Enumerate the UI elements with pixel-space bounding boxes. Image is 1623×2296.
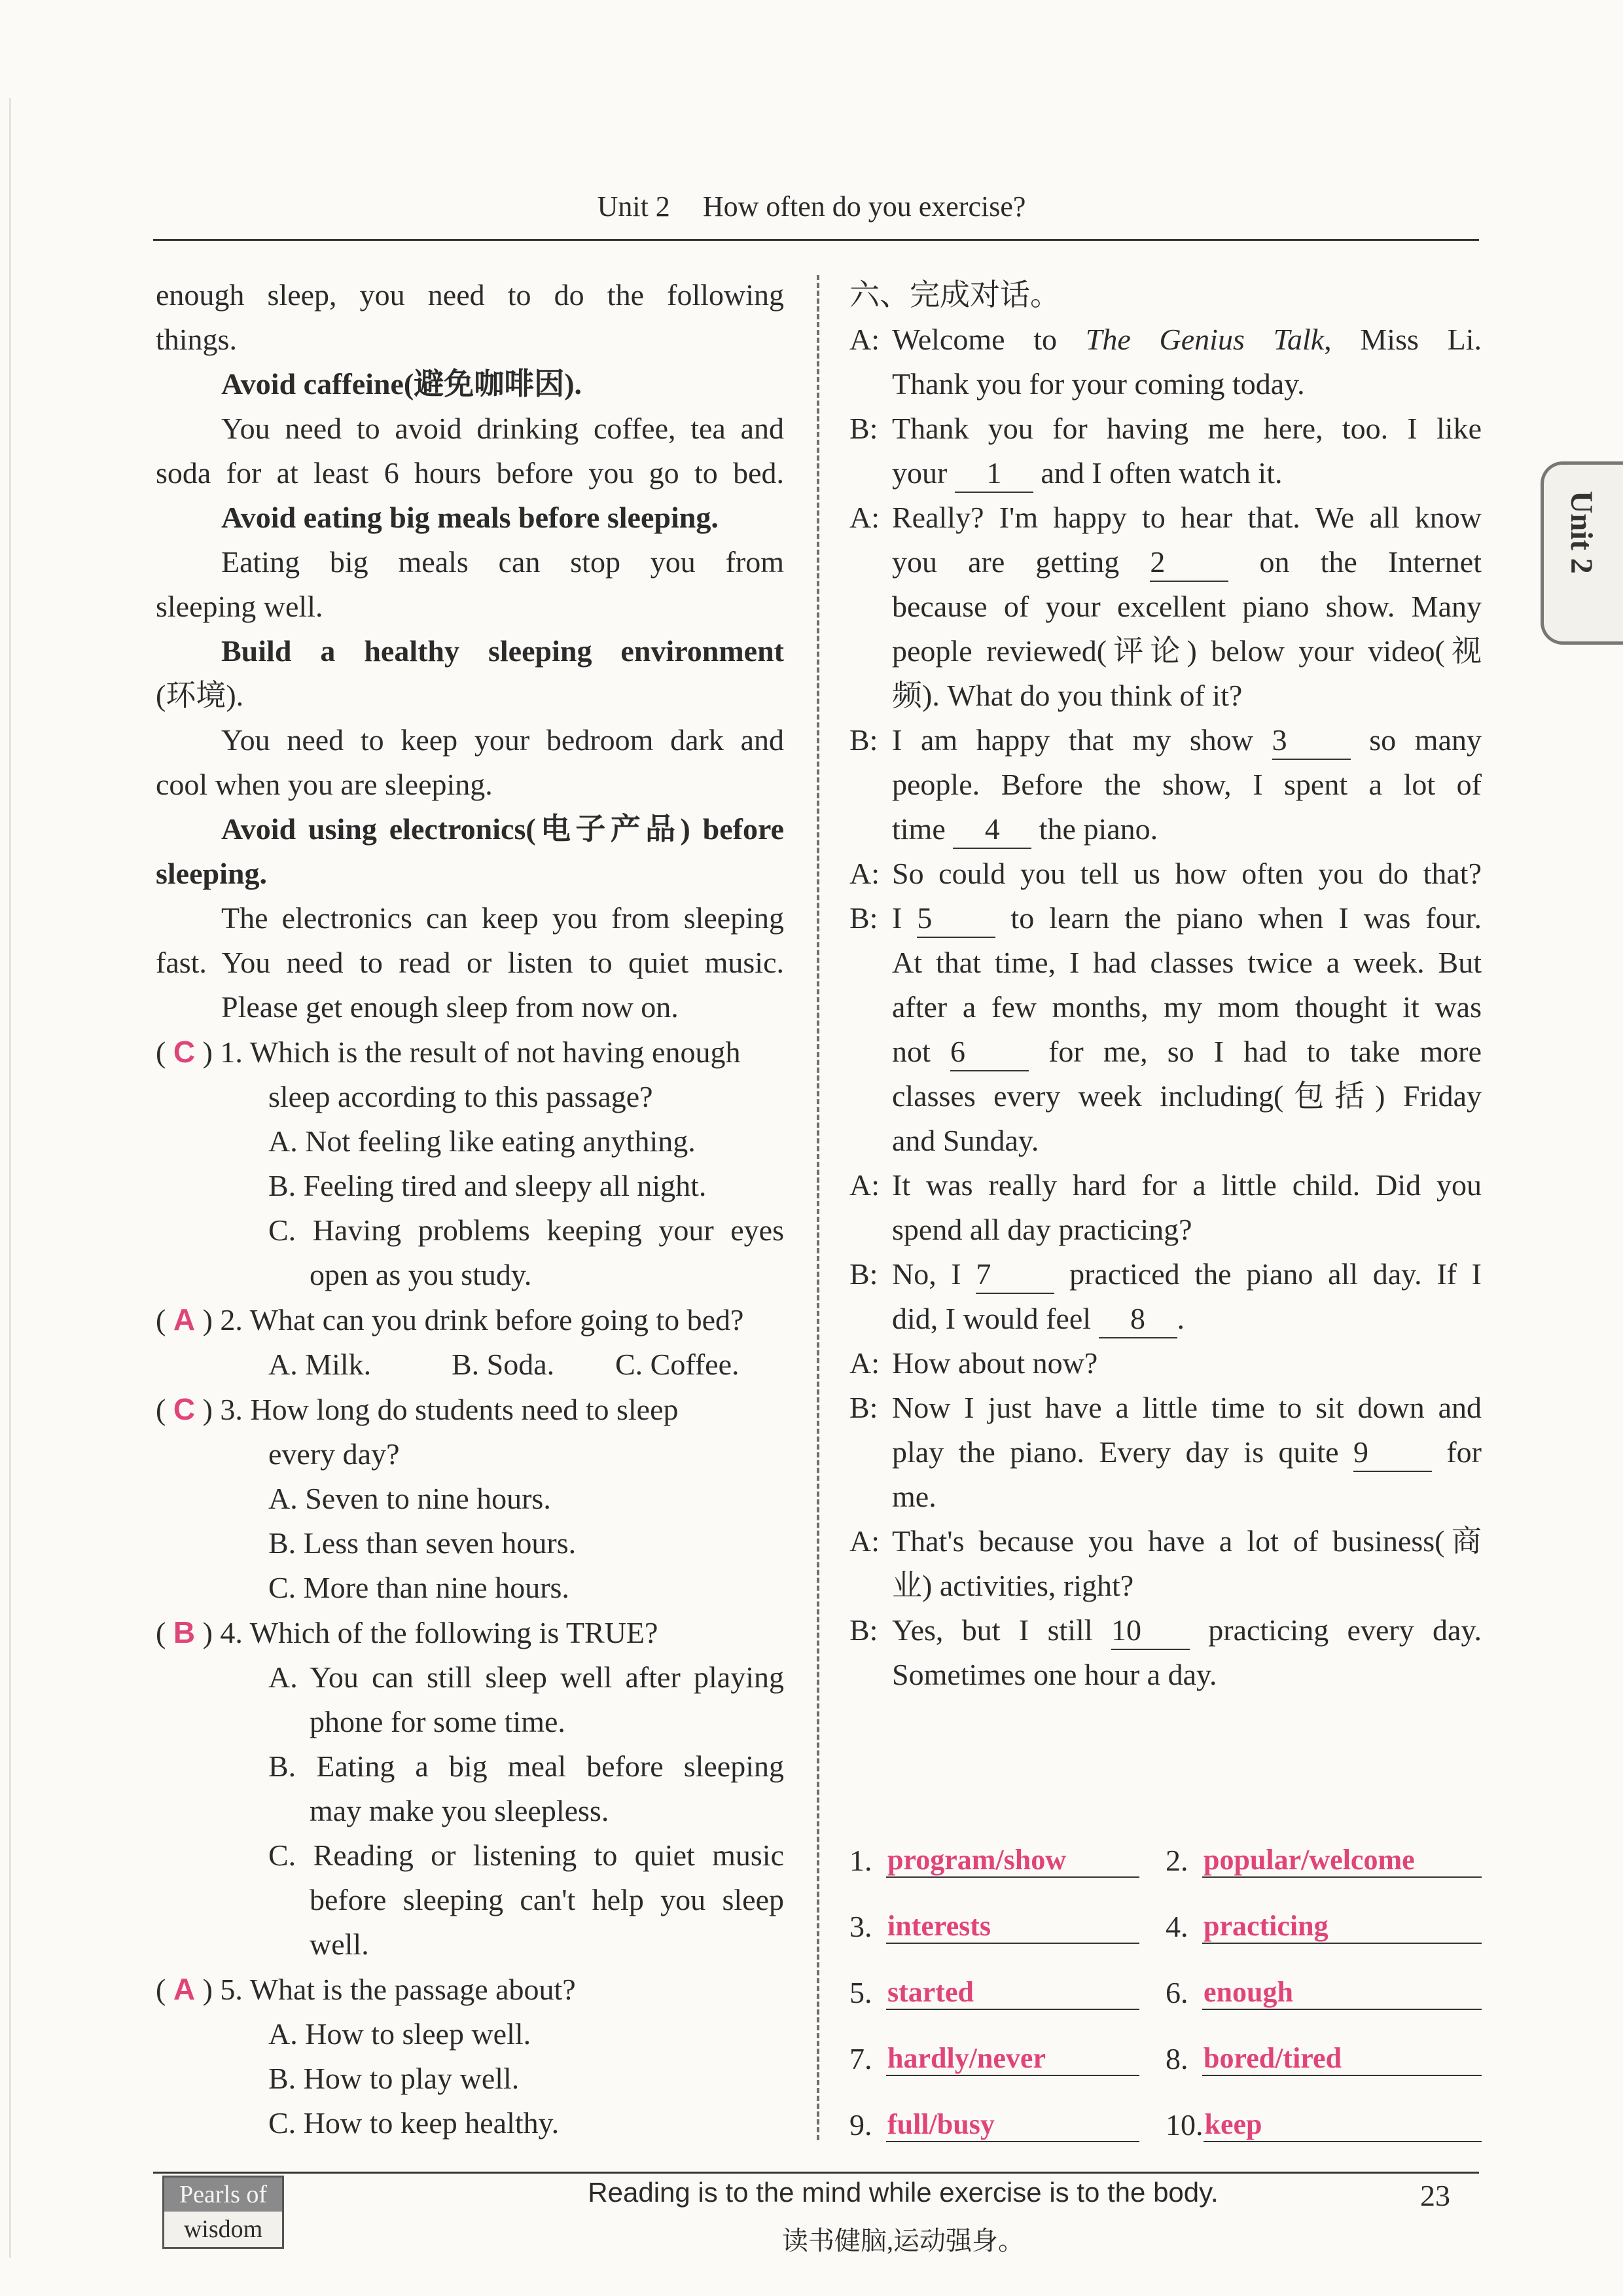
question-stem: How long do students need to sleep bbox=[250, 1393, 679, 1426]
passage-line: Eating big meals can stop you from bbox=[221, 545, 784, 579]
dialogue-line bbox=[849, 762, 1482, 807]
dialogue-line bbox=[849, 1252, 1482, 1297]
answer-mark: C bbox=[173, 1392, 196, 1426]
question-4: ( B ) 4. Which of the following is TRUE? bbox=[156, 1615, 658, 1649]
question-stem: sleep according to this passage? bbox=[268, 1080, 653, 1113]
question-3: ( C ) 3. How long do students need to sleep bbox=[156, 1392, 679, 1426]
passage-heading: Build a healthy sleeping environment bbox=[221, 634, 784, 668]
answer-number: 9. bbox=[849, 2108, 872, 2142]
dialogue-text: It was really hard for a little child. Did you bbox=[892, 1168, 1482, 1202]
option: before sleeping can't help you sleep bbox=[310, 1883, 784, 1916]
blank-10[interactable]: 10 bbox=[1111, 1612, 1190, 1650]
option: B. Feeling tired and sleepy all night. bbox=[268, 1169, 707, 1202]
answer-number: 1. bbox=[849, 1844, 872, 1877]
blank-5[interactable]: 5 bbox=[917, 900, 995, 938]
unit-side-tab-label: Unit 2 bbox=[1564, 491, 1599, 574]
dialogue-line bbox=[849, 852, 1482, 896]
dialogue-line bbox=[849, 1119, 1482, 1163]
option: C. More than nine hours. bbox=[268, 1571, 569, 1604]
answer-grid bbox=[849, 1812, 1482, 2142]
left-column bbox=[156, 273, 784, 2145]
dialogue-line bbox=[849, 1430, 1482, 1475]
answer-row bbox=[849, 1878, 1482, 1944]
answer-cell bbox=[849, 2108, 1166, 2142]
dialogue-text: No, I 7 practiced the piano all day. If I bbox=[892, 1257, 1482, 1291]
speaker-label: A: bbox=[849, 1524, 880, 1558]
footer-rule bbox=[153, 2172, 1479, 2174]
question-stem: What can you drink before going to bed? bbox=[249, 1303, 744, 1336]
answer-cell bbox=[1166, 1975, 1482, 2010]
dialogue-text: Sometimes one hour a day. bbox=[892, 1658, 1217, 1691]
answer-number: 6. bbox=[1166, 1976, 1188, 2009]
passage-heading: Avoid eating big meals before sleeping. bbox=[221, 501, 719, 534]
dialogue-text: That's because you have a lot of business(商 bbox=[892, 1524, 1482, 1558]
dialogue-text: spend all day practicing? bbox=[892, 1213, 1192, 1246]
speaker-label: B: bbox=[849, 1391, 878, 1424]
pearls-of-wisdom-badge bbox=[162, 2176, 284, 2249]
answer-value[interactable]: hardly/never bbox=[886, 2041, 1139, 2076]
option: open as you study. bbox=[310, 1258, 532, 1291]
dialogue-line bbox=[849, 1074, 1482, 1119]
answer-value[interactable]: practicing bbox=[1202, 1909, 1482, 1944]
option: A. You can still sleep well after playing bbox=[268, 1660, 784, 1694]
passage-line: things. bbox=[156, 323, 237, 356]
passage-line: enough sleep, you need to do the following bbox=[156, 278, 784, 312]
answer-cell bbox=[1166, 2108, 1482, 2142]
dialogue-line bbox=[849, 807, 1482, 852]
passage-line: You need to avoid drinking coffee, tea and bbox=[221, 412, 784, 445]
dialogue-line bbox=[849, 1608, 1482, 1653]
dialogue-text: Yes, but I still 10 practicing every day. bbox=[892, 1613, 1482, 1647]
dialogue-line bbox=[849, 1208, 1482, 1252]
dialogue-text: did, I would feel 8 . bbox=[892, 1302, 1185, 1335]
dialogue-text: not 6 for me, so I had to take more bbox=[892, 1035, 1482, 1068]
question-1: ( C ) 1. Which is the result of not having enough bbox=[156, 1035, 741, 1069]
page-edge bbox=[9, 98, 11, 2258]
answer-mark: A bbox=[173, 1972, 196, 2006]
passage-heading: Avoid using electronics(电子产品) before bbox=[221, 812, 784, 846]
unit-side-tab[interactable] bbox=[1541, 461, 1623, 645]
blank-7[interactable]: 7 bbox=[976, 1256, 1054, 1294]
passage-line: The electronics can keep you from sleeping bbox=[221, 901, 784, 935]
dialogue-text: Thank you for your coming today. bbox=[892, 367, 1305, 401]
dialogue-line bbox=[849, 673, 1482, 718]
blank-2[interactable]: 2 bbox=[1150, 544, 1228, 582]
blank-3[interactable]: 3 bbox=[1272, 722, 1351, 760]
option: A. Seven to nine hours. bbox=[268, 1482, 551, 1515]
dialogue-line bbox=[849, 362, 1482, 406]
answer-number: 2. bbox=[1166, 1844, 1188, 1877]
dialogue-text: play the piano. Every day is quite 9 for bbox=[892, 1435, 1482, 1469]
option: A. How to sleep well. bbox=[268, 2017, 531, 2051]
speaker-label: B: bbox=[849, 1257, 878, 1291]
passage-line: sleeping well. bbox=[156, 590, 323, 623]
answer-value[interactable]: program/show bbox=[886, 1843, 1139, 1878]
pearls-line-2: wisdom bbox=[183, 2215, 263, 2243]
footer-quote-cn: 读书健脑,运动强身。 bbox=[782, 2226, 1024, 2255]
column-divider bbox=[817, 275, 819, 2140]
speaker-label: A: bbox=[849, 1168, 880, 1202]
answer-row bbox=[849, 2010, 1482, 2076]
answer-value[interactable]: started bbox=[886, 1975, 1139, 2010]
option: B. Less than seven hours. bbox=[268, 1526, 577, 1560]
dialogue-text: people. Before the show, I spent a lot of bbox=[892, 768, 1482, 801]
dialogue-line bbox=[849, 896, 1482, 941]
dialogue-text: So could you tell us how often you do that? bbox=[892, 857, 1482, 890]
dialogue-text: after a few months, my mom thought it was bbox=[892, 990, 1482, 1024]
speaker-label: B: bbox=[849, 723, 878, 757]
dialogue-line bbox=[849, 718, 1482, 762]
answer-row bbox=[849, 1812, 1482, 1878]
question-stem: every day? bbox=[268, 1437, 400, 1471]
dialogue-text: and Sunday. bbox=[892, 1124, 1039, 1157]
answer-row bbox=[849, 1944, 1482, 2010]
header-unit: Unit 2 bbox=[597, 190, 670, 223]
dialogue-text: because of your excellent piano show. Many bbox=[892, 590, 1482, 623]
answer-value[interactable]: keep bbox=[1204, 2108, 1482, 2142]
option: C. Coffee. bbox=[615, 1348, 740, 1381]
dialogue-text: I 5 to learn the piano when I was four. bbox=[892, 901, 1482, 935]
answer-number: 5. bbox=[849, 1976, 872, 2009]
blank-4[interactable]: 4 bbox=[953, 811, 1031, 849]
passage-line: You need to keep your bedroom dark and bbox=[221, 723, 784, 757]
dialogue-line bbox=[849, 406, 1482, 451]
question-5: ( A ) 5. What is the passage about? bbox=[156, 1972, 576, 2006]
section-title: 六、完成对话。 bbox=[849, 278, 1060, 312]
speaker-label: B: bbox=[849, 901, 878, 935]
answer-number: 7. bbox=[849, 2042, 872, 2075]
answer-cell bbox=[849, 1909, 1166, 1944]
answer-mark: B bbox=[173, 1615, 196, 1649]
answer-value[interactable]: bored/tired bbox=[1202, 2041, 1482, 2076]
option: well. bbox=[310, 1928, 369, 1961]
answer-cell bbox=[1166, 1909, 1482, 1944]
answer-number: 3. bbox=[849, 1910, 872, 1943]
dialogue-line bbox=[849, 495, 1482, 540]
dialogue-text: 业) activities, right? bbox=[892, 1569, 1134, 1602]
dialogue-text: I am happy that my show 3 so many bbox=[892, 723, 1482, 757]
answer-value[interactable]: popular/welcome bbox=[1202, 1843, 1482, 1878]
question-stem: What is the passage about? bbox=[249, 1973, 576, 2006]
option: B. Eating a big meal before sleeping bbox=[268, 1749, 784, 1783]
option: phone for some time. bbox=[310, 1705, 565, 1738]
dialogue-line bbox=[849, 1475, 1482, 1519]
dialogue-text: Now I just have a little time to sit down and bbox=[892, 1391, 1482, 1424]
option: may make you sleepless. bbox=[310, 1794, 609, 1827]
blank-8[interactable]: 8 bbox=[1099, 1300, 1177, 1338]
option: A. Not feeling like eating anything. bbox=[268, 1124, 696, 1158]
dialogue-text: you are getting 2 on the Internet bbox=[892, 545, 1482, 579]
dialogue-line bbox=[849, 985, 1482, 1030]
answer-cell bbox=[849, 1843, 1166, 1878]
dialogue-text: me. bbox=[892, 1480, 936, 1513]
dialogue-line bbox=[849, 1653, 1482, 1697]
dialogue bbox=[849, 317, 1482, 1697]
inline-options bbox=[156, 1342, 784, 1387]
answer-cell bbox=[849, 1975, 1166, 2010]
option: B. Soda. bbox=[452, 1348, 555, 1381]
option: C. Having problems keeping your eyes bbox=[268, 1213, 784, 1247]
answer-mark: C bbox=[173, 1035, 196, 1069]
pearls-line-1: Pearls of bbox=[164, 2178, 282, 2212]
option: C. Reading or listening to quiet music bbox=[268, 1839, 784, 1872]
dialogue-text: time 4 the piano. bbox=[892, 812, 1158, 846]
header-title: How often do you exercise? bbox=[702, 190, 1026, 223]
dialogue-line bbox=[849, 1163, 1482, 1208]
answer-cell bbox=[1166, 1843, 1482, 1878]
passage-line: (环境). bbox=[156, 679, 244, 712]
option: B. How to play well. bbox=[268, 2062, 520, 2095]
passage-heading: Avoid caffeine(避免咖啡因). bbox=[221, 367, 582, 401]
option: C. How to keep healthy. bbox=[268, 2106, 560, 2140]
dialogue-line bbox=[849, 1030, 1482, 1074]
answer-row bbox=[849, 2076, 1482, 2142]
passage-line: fast. You need to read or listen to quiet music. bbox=[156, 946, 784, 979]
running-header bbox=[0, 190, 1623, 223]
footer-quote: Reading is to the mind while exercise is to the body. bbox=[588, 2177, 1219, 2208]
speaker-label: A: bbox=[849, 1346, 880, 1380]
blank-1[interactable]: 1 bbox=[955, 455, 1033, 493]
page-number: 23 bbox=[1420, 2179, 1450, 2212]
question-stem: Which is the result of not having enough bbox=[249, 1035, 741, 1069]
answer-value[interactable]: interests bbox=[886, 1909, 1139, 1944]
dialogue-line bbox=[849, 317, 1482, 362]
speaker-label: A: bbox=[849, 323, 880, 356]
show-title: The Genius Talk bbox=[1085, 323, 1325, 356]
dialogue-text: people reviewed(评论) below your video(视 bbox=[892, 634, 1482, 668]
right-column bbox=[849, 273, 1482, 1697]
answer-cell bbox=[1166, 2041, 1482, 2076]
question-2: ( A ) 2. What can you drink before going to bed? bbox=[156, 1302, 744, 1336]
dialogue-text: 频). What do you think of it? bbox=[892, 679, 1243, 712]
speaker-label: B: bbox=[849, 1613, 878, 1647]
speaker-label: A: bbox=[849, 857, 880, 890]
dialogue-text: Really? I'm happy to hear that. We all know bbox=[892, 501, 1482, 534]
header-rule bbox=[153, 239, 1479, 241]
dialogue-line bbox=[849, 1519, 1482, 1564]
dialogue-line bbox=[849, 584, 1482, 629]
speaker-label: B: bbox=[849, 412, 878, 445]
dialogue-line bbox=[849, 1564, 1482, 1608]
dialogue-line bbox=[849, 629, 1482, 673]
passage-line: cool when you are sleeping. bbox=[156, 768, 493, 801]
speaker-label: A: bbox=[849, 501, 880, 534]
question-stem: Which of the following is TRUE? bbox=[249, 1616, 658, 1649]
dialogue-line bbox=[849, 1386, 1482, 1430]
answer-cell bbox=[849, 2041, 1166, 2076]
dialogue-line bbox=[849, 1297, 1482, 1341]
blank-6[interactable]: 6 bbox=[950, 1033, 1029, 1071]
answer-value[interactable]: full/busy bbox=[886, 2108, 1139, 2142]
option: A. Milk. bbox=[268, 1348, 372, 1381]
answer-number: 8. bbox=[1166, 2042, 1188, 2075]
dialogue-text: Thank you for having me here, too. I like bbox=[892, 412, 1482, 445]
passage-line: Please get enough sleep from now on. bbox=[221, 990, 679, 1024]
answer-mark: A bbox=[173, 1302, 196, 1336]
dialogue-line bbox=[849, 941, 1482, 985]
dialogue-text: How about now? bbox=[892, 1346, 1098, 1380]
passage-heading: sleeping. bbox=[156, 857, 267, 890]
answer-value[interactable]: enough bbox=[1202, 1975, 1482, 2010]
dialogue-text: classes every week including(包括) Friday bbox=[892, 1079, 1482, 1113]
blank-9[interactable]: 9 bbox=[1353, 1434, 1432, 1472]
answer-number: 10. bbox=[1166, 2108, 1204, 2142]
dialogue-line bbox=[849, 451, 1482, 495]
dialogue-line bbox=[849, 540, 1482, 584]
dialogue-text: your 1 and I often watch it. bbox=[892, 456, 1282, 490]
answer-number: 4. bbox=[1166, 1910, 1188, 1943]
passage-line: soda for at least 6 hours before you go to bed. bbox=[156, 456, 784, 490]
dialogue-text: At that time, I had classes twice a week. But bbox=[892, 946, 1482, 979]
dialogue-text: Welcome to The Genius Talk, Miss Li. bbox=[892, 323, 1482, 356]
dialogue-line bbox=[849, 1341, 1482, 1386]
